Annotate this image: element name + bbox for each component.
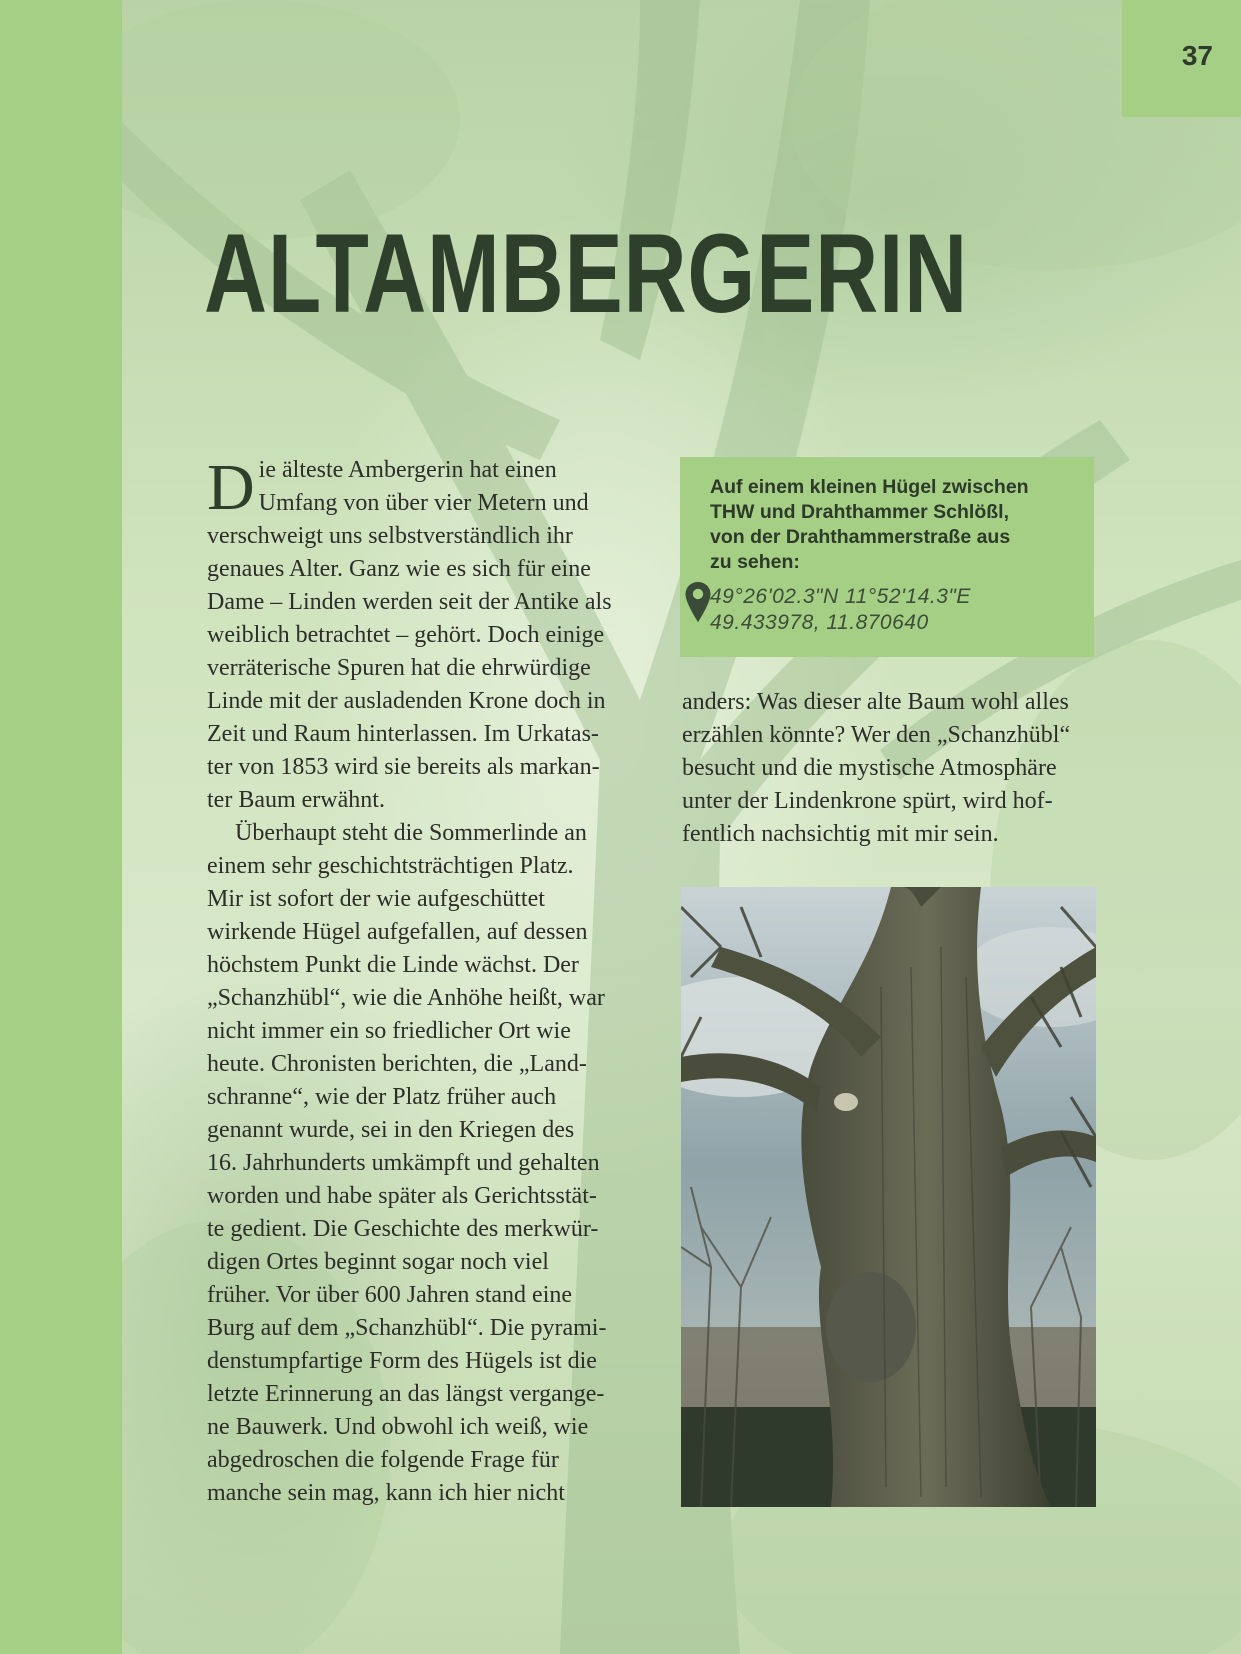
text-line: einem sehr geschichtsträchtigen Platz.: [207, 853, 574, 879]
location-line: von der Drahthammerstraße aus: [710, 526, 1011, 548]
text-line: Umfang von über vier Metern und: [258, 490, 589, 516]
text-line: heute. Chronisten berichten, die „Land-: [207, 1051, 587, 1077]
text-line: Mir ist sofort der wie aufgeschüttet: [207, 886, 545, 912]
text-line: „Schanzhübl“, wie die Anhöhe heißt, war: [207, 985, 605, 1011]
tree-photo: [681, 887, 1096, 1507]
page-number-tab: [1122, 0, 1241, 117]
text-line: verräterische Spuren hat die ehrwürdige: [207, 655, 591, 681]
text-line: erzählen könnte? Wer den „Schanzhübl“: [682, 722, 1071, 748]
text-line: manche sein mag, kann ich hier nicht: [207, 1480, 565, 1506]
text-line: abgedroschen die folgende Frage für: [207, 1447, 559, 1473]
map-pin-icon: [684, 581, 712, 623]
text-line: Burg auf dem „Schanzhübl“. Die pyrami-: [207, 1315, 607, 1341]
text-line: genannt wurde, sei in den Kriegen des: [207, 1117, 575, 1143]
text-line: unter der Lindenkrone spürt, wird hof-: [682, 788, 1053, 814]
drop-cap: D: [207, 451, 255, 524]
text-line: Überhaupt steht die Sommerlinde an: [235, 820, 587, 846]
text-line: digen Ortes beginnt sogar noch viel: [207, 1249, 549, 1275]
location-line: Auf einem kleinen Hügel zwischen: [710, 476, 1029, 498]
text-line: Dame – Linden werden seit der Antike als: [207, 589, 612, 615]
text-line: anders: Was dieser alte Baum wohl alles: [682, 689, 1069, 715]
text-line: denstumpfartige Form des Hügels ist die: [207, 1348, 597, 1374]
coordinates: [710, 584, 971, 636]
text-line: schranne“, wie der Platz früher auch: [207, 1084, 557, 1110]
location-line: THW und Drahthammer Schlößl,: [710, 501, 1010, 523]
text-line: ie älteste Ambergerin hat einen: [258, 457, 557, 483]
coordinates-decimal: 49.433978, 11.870640: [710, 611, 929, 634]
body-text-left-column: [207, 451, 627, 1510]
text-line: ter Baum erwähnt.: [207, 787, 385, 813]
text-line: letzte Erinnerung an das längst vergange-: [207, 1381, 605, 1407]
location-description: [710, 475, 1029, 575]
location-line: zu sehen:: [710, 551, 800, 573]
body-text-right-column: [682, 686, 1102, 851]
text-line: worden und habe später als Gerichtsstät-: [207, 1183, 597, 1209]
text-line: verschweigt uns selbstverständlich ihr: [207, 523, 573, 549]
text-line: besucht und die mystische Atmosphäre: [682, 755, 1057, 781]
text-line: Zeit und Raum hinterlassen. Im Urkatas-: [207, 721, 599, 747]
location-info-box: [680, 457, 1094, 657]
text-line: höchstem Punkt die Linde wächst. Der: [207, 952, 579, 978]
text-line: fentlich nachsichtig mit mir sein.: [682, 821, 999, 847]
page-number: 37: [1181, 40, 1213, 71]
text-line: nicht immer ein so friedlicher Ort wie: [207, 1018, 571, 1044]
coordinates-dms: 49°26'02.3"N 11°52'14.3"E: [710, 585, 971, 608]
text-line: früher. Vor über 600 Jahren stand eine: [207, 1282, 573, 1308]
text-line: Linde mit der ausladenden Krone doch in: [207, 688, 606, 714]
side-color-bar: [0, 0, 122, 1654]
text-line: weiblich betrachtet – gehört. Doch einige: [207, 622, 605, 648]
text-line: genaues Alter. Ganz wie es sich für eine: [207, 556, 591, 582]
page-title: ALTAMBERGERIN: [204, 211, 968, 336]
text-line: wirkende Hügel aufgefallen, auf dessen: [207, 919, 588, 945]
text-line: ter von 1853 wird sie bereits als markan-: [207, 754, 600, 780]
text-line: 16. Jahrhunderts umkämpft und gehalten: [207, 1150, 600, 1176]
text-line: te gedient. Die Geschichte des merkwür-: [207, 1216, 599, 1242]
text-line: ne Bauwerk. Und obwohl ich weiß, wie: [207, 1414, 589, 1440]
